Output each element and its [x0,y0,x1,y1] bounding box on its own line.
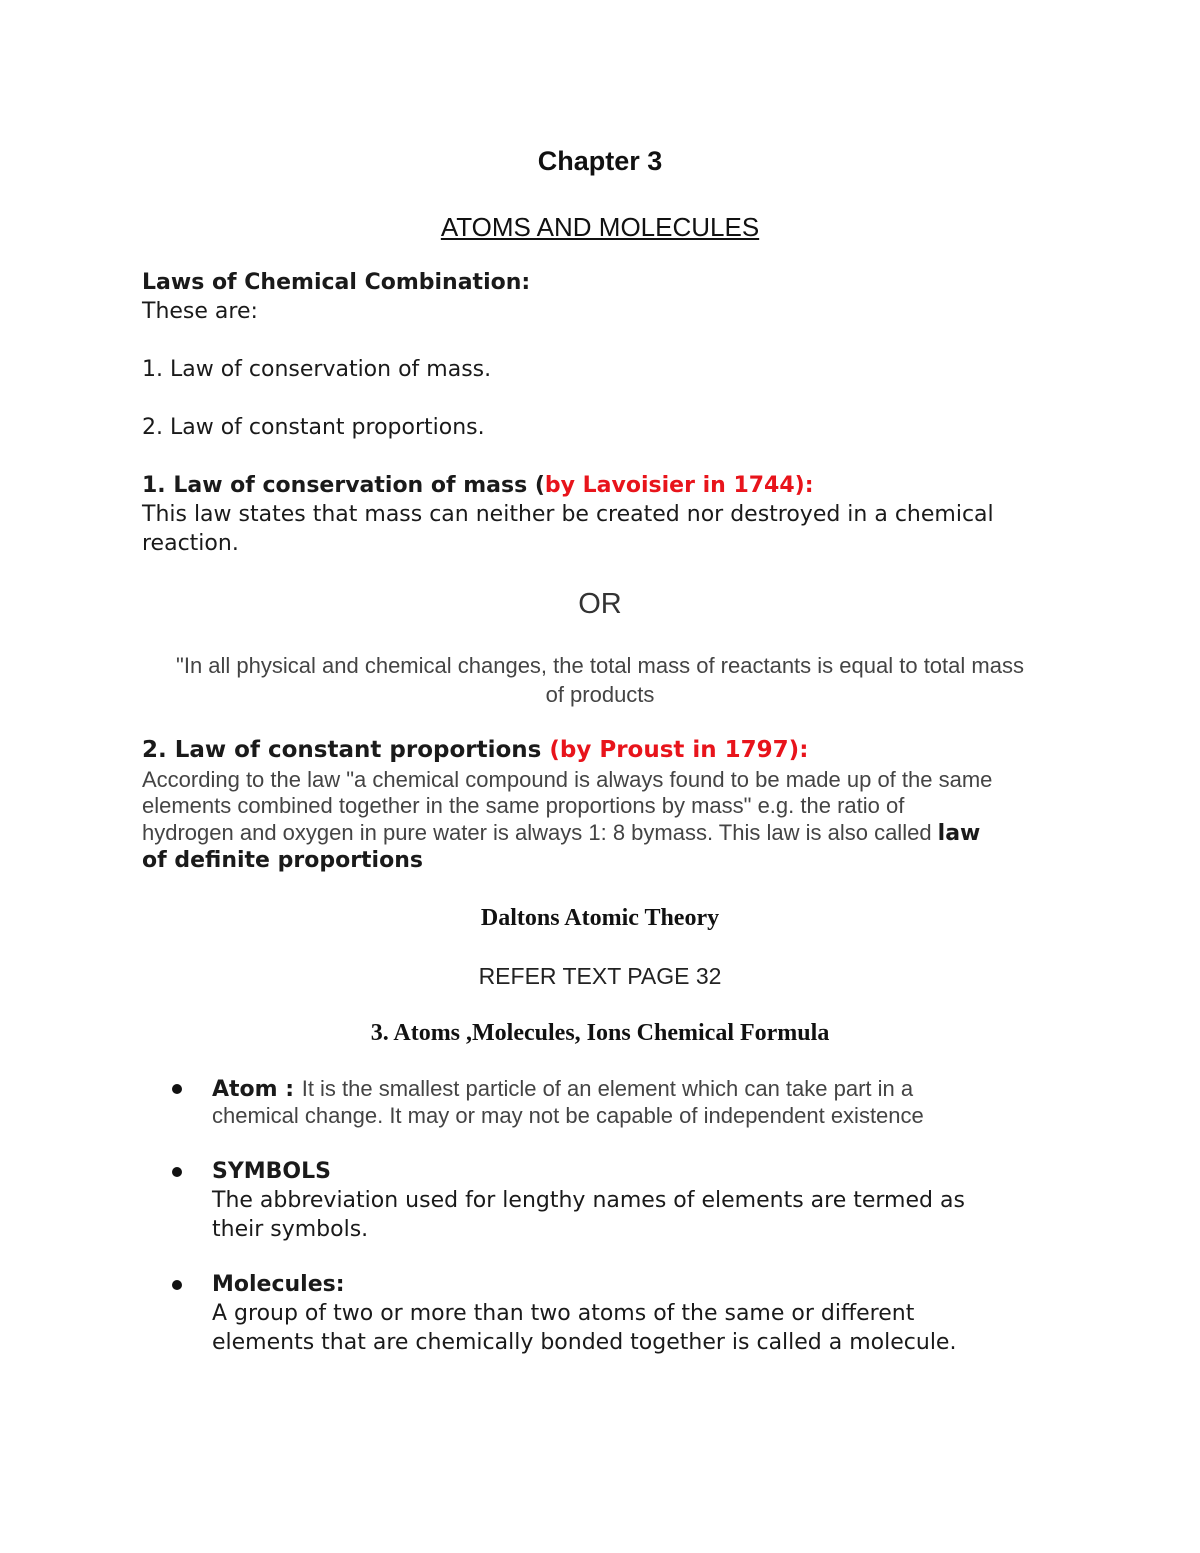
law2-text-line3-regular: hydrogen and oxygen in pure water is always 1: 8 bymass. This law is also called [142,820,938,845]
bullet-dot-molecules [172,1280,182,1290]
law1-heading-text: 1. Law of conservation of mass ( [142,473,545,498]
law2-text-line1: According to the law "a chemical compound is always found to be made up of the same [142,767,993,792]
symbols-line2: their symbols. [212,1217,369,1242]
atom-definition: It is the smallest particle of an element which can take part in a [301,1076,914,1101]
law2-heading [142,737,808,763]
law2-text-line2: elements combined together in the same proportions by mass" e.g. the ratio of [142,793,905,818]
symbols-label: SYMBOLS [212,1159,332,1184]
law2-text-line4: of definite proportions [142,848,423,873]
law2-text-line3 [142,820,980,846]
or-separator: OR [578,588,622,620]
quote-line1: "In all physical and chemical changes, the total mass of reactants is equal to total mass [176,653,1024,678]
these-are-text: These are: [142,299,258,324]
section3-heading: 3. Atoms ,Molecules, Ions Chemical Formula [370,1020,830,1046]
refer-text: REFER TEXT PAGE 32 [478,963,722,989]
list-item-2: 2. Law of constant proportions. [142,415,485,440]
atom-line2: chemical change. It may or may not be capable of independent existence [212,1103,924,1128]
dalton-heading: Daltons Atomic Theory [480,905,720,931]
law1-text-line2: reaction. [142,531,239,556]
molecules-line1: A group of two or more than two atoms of the same or different [212,1301,915,1326]
law2-text-line3-bold: law [937,821,981,846]
law1-text-line1: This law states that mass can neither be created nor destroyed in a chemical [142,502,994,527]
chapter-title: Chapter 3 [537,146,663,176]
law1-heading [142,473,814,498]
quote-line2: of products [545,682,655,707]
laws-heading: Laws of Chemical Combination: [142,270,531,295]
law1-attribution: by Lavoisier in 1744): [544,473,814,498]
atom-line1 [212,1076,913,1102]
list-item-1: 1. Law of conservation of mass. [142,357,492,382]
molecules-label: Molecules: [212,1272,345,1297]
molecules-line2: elements that are chemically bonded together is called a molecule. [212,1330,957,1355]
page-title: ATOMS AND MOLECULES [440,212,760,242]
atom-label: Atom : [212,1077,302,1102]
law2-heading-text: 2. Law of constant proportions [142,737,550,763]
bullet-dot-atom [172,1084,182,1094]
law2-attribution: (by Proust in 1797): [549,737,809,763]
bullet-dot-symbols [172,1167,182,1177]
symbols-line1: The abbreviation used for lengthy names of elements are termed as [212,1188,965,1213]
